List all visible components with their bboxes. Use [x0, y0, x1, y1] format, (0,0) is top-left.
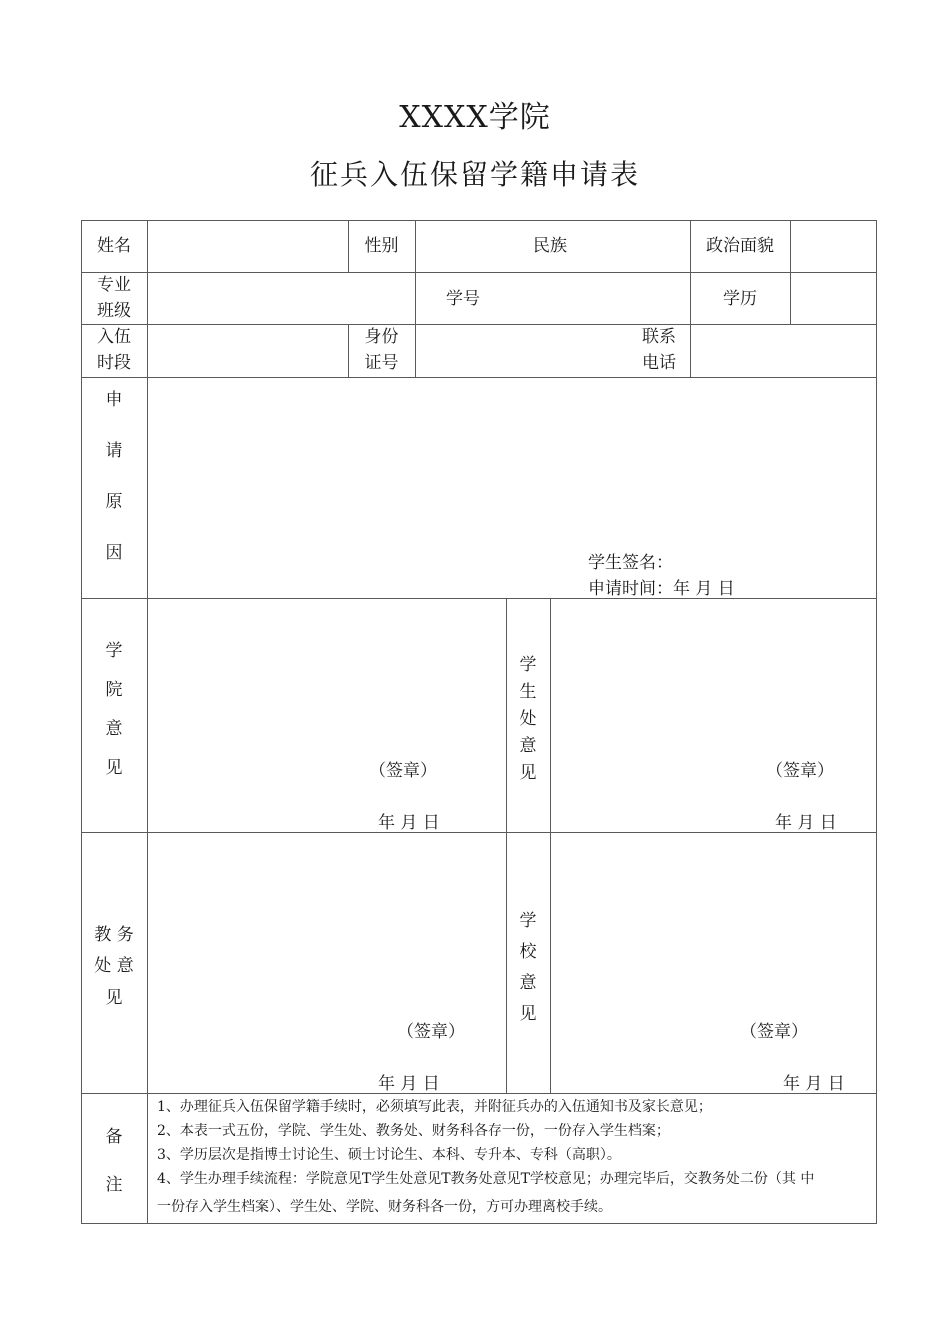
academic-affairs-date: 年 月 日: [378, 1074, 440, 1094]
remark-note: 3、学历层次是指博士讨论生、硕士讨论生、本科、专升本、专科（高职）。: [157, 1147, 621, 1163]
remark-note: 4、学生办理手续流程：学院意见T学生处意见T教务处意见T学校意见；办理完毕后，交教务处二份（其 中: [157, 1171, 815, 1187]
remark-note: 一份存入学生档案）、学生处、学院、财务科各一份，方可办理离校手续。: [157, 1199, 612, 1215]
academic-affairs-opinion-field[interactable]: [154, 838, 499, 1008]
major-label-line2: 班级: [97, 301, 131, 321]
enlistment-period-label-line2: 时段: [97, 353, 131, 373]
academic-affairs-label-line3: 见: [105, 988, 123, 1008]
college-opinion-char: 院: [105, 680, 123, 700]
ethnicity-label: 民族: [533, 236, 567, 256]
college-seal: （签章）: [369, 761, 437, 781]
education-field[interactable]: [794, 278, 872, 318]
academic-affairs-label-line2: 处 意: [94, 956, 134, 976]
student-id-label: 学号: [446, 289, 480, 309]
apply-time-label: 申请时间：年 月 日: [588, 579, 735, 599]
school-opinion-char: 意: [519, 973, 537, 993]
academic-affairs-seal: （签章）: [397, 1022, 465, 1042]
reason-char: 因: [105, 543, 123, 563]
school-date: 年 月 日: [783, 1074, 845, 1094]
gender-label: 性别: [364, 236, 399, 256]
phone-label-line2: 电话: [642, 353, 676, 373]
major-class-field[interactable]: [154, 278, 409, 318]
reason-char: 请: [105, 441, 123, 461]
id-number-label-line2: 证号: [364, 353, 399, 373]
phone-field[interactable]: [695, 330, 872, 370]
student-id-field[interactable]: [500, 278, 685, 318]
remark-note: 1、办理征兵入伍保留学籍手续时，必须填写此表，并附征兵办的入伍通知书及家长意见；: [157, 1099, 712, 1115]
student-affairs-char: 生: [519, 682, 537, 702]
student-affairs-date: 年 月 日: [775, 813, 837, 833]
student-signature-label: 学生签名：: [588, 553, 673, 573]
reason-field[interactable]: [154, 384, 872, 544]
student-affairs-opinion-label: [508, 650, 548, 790]
remarks-char: 备: [105, 1127, 123, 1147]
school-opinion-char: 见: [519, 1004, 537, 1024]
phone-label-line1: 联系: [642, 327, 676, 347]
remarks-char: 注: [105, 1175, 123, 1195]
college-date: 年 月 日: [378, 813, 440, 833]
id-number-field[interactable]: [420, 330, 620, 370]
remarks-label: [94, 1122, 134, 1202]
reason-char: 申: [105, 390, 123, 410]
student-affairs-char: 意: [519, 736, 537, 756]
school-seal: （签章）: [740, 1022, 808, 1042]
education-label: 学历: [723, 289, 757, 309]
remark-note: 2、本表一式五份，学院、学生处、教务处、财务科各存一份，一份存入学生档案；: [157, 1123, 670, 1139]
institution-title: XXXX学院: [399, 100, 551, 135]
major-label-line1: 专业: [97, 275, 131, 295]
id-number-label-line1: 身份: [364, 327, 399, 347]
enlistment-period-field[interactable]: [154, 330, 344, 370]
reason-label: [94, 385, 134, 575]
student-affairs-char: 见: [519, 763, 537, 783]
college-opinion-char: 学: [105, 641, 123, 661]
college-opinion-char: 意: [105, 719, 123, 739]
political-status-field[interactable]: [794, 226, 872, 266]
academic-affairs-label-line1: 教 务: [94, 925, 134, 945]
college-opinion-label: [94, 636, 134, 786]
name-field[interactable]: [154, 226, 344, 266]
school-opinion-label: [508, 906, 548, 1026]
student-affairs-seal: （签章）: [766, 761, 834, 781]
student-affairs-char: 学: [519, 655, 537, 675]
form-title: 征兵入伍保留学籍申请表: [309, 158, 640, 191]
reason-char: 原: [105, 492, 123, 512]
college-opinion-field[interactable]: [154, 604, 499, 754]
student-affairs-char: 处: [519, 709, 537, 729]
college-opinion-char: 见: [105, 758, 123, 778]
school-opinion-char: 学: [519, 911, 537, 931]
student-affairs-opinion-field[interactable]: [556, 604, 872, 754]
political-status-label: 政治面貌: [706, 236, 774, 256]
enlistment-period-label-line1: 入伍: [97, 327, 131, 347]
school-opinion-field[interactable]: [556, 838, 872, 1008]
school-opinion-char: 校: [519, 942, 537, 962]
name-label: 姓名: [97, 236, 131, 256]
